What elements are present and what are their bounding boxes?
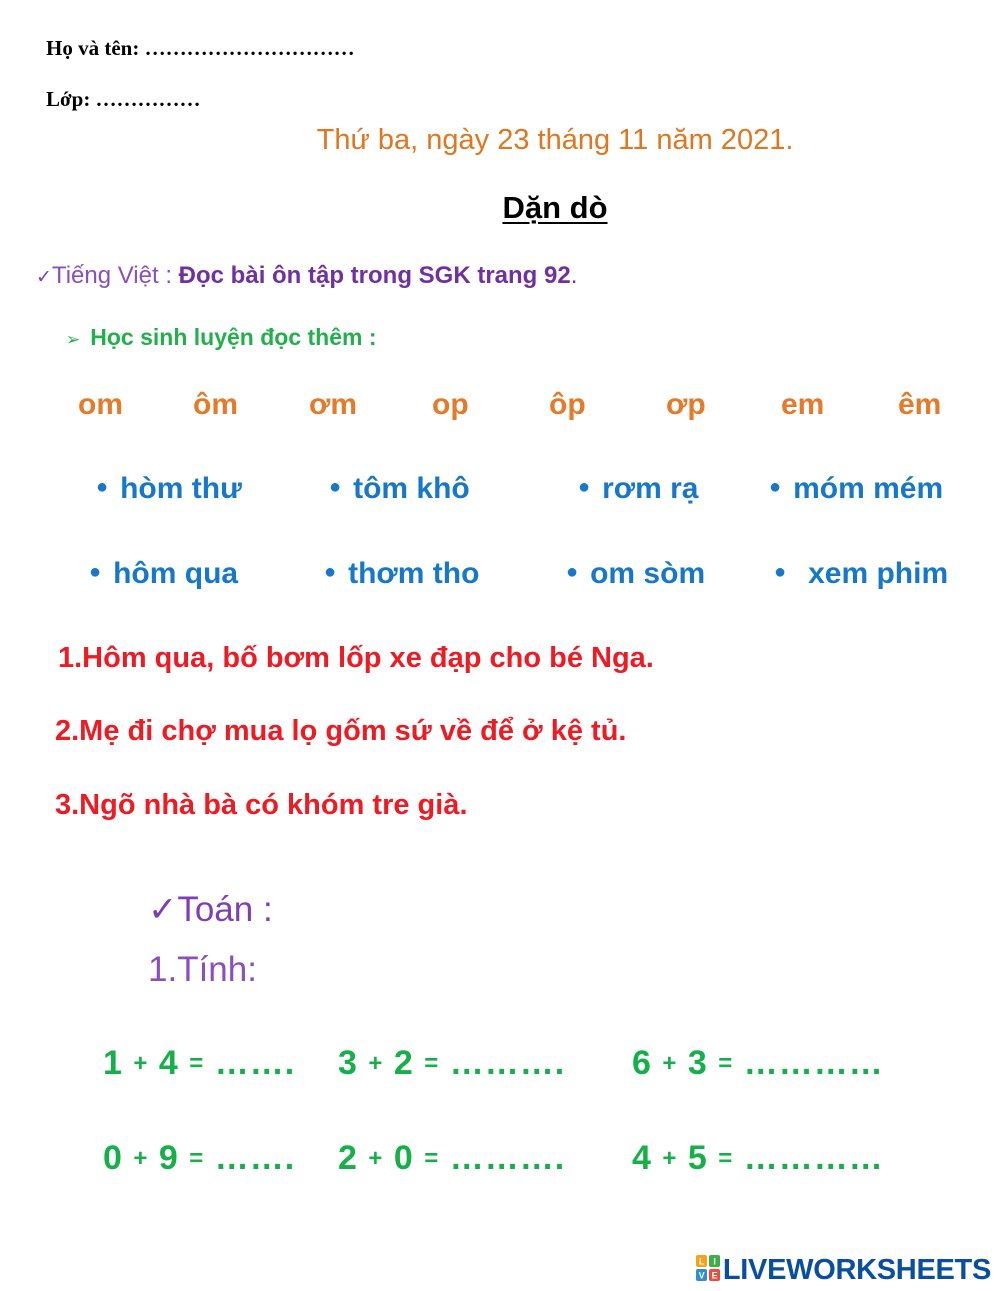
tieng-viet-label: Tiếng Việt : [51,262,179,289]
word-text: rơm rạ [602,472,699,505]
word-text: xem phim [808,557,949,590]
toan-heading: ✓Toán : [148,890,273,929]
operand-a: 4 [632,1139,652,1177]
word-item [324,557,479,591]
operand-b: 2 [393,1044,414,1082]
sentence-3: 3.Ngõ nhà bà có khóm tre già. [55,789,468,821]
bullet-icon: ● [329,475,342,498]
word-item [774,557,948,591]
math-problem [103,1044,295,1083]
bullet-icon: ● [324,560,337,583]
operand-b: 5 [687,1139,708,1177]
plus-sign: + [662,1050,678,1077]
math-problem [632,1044,884,1083]
extra-reading-heading [66,324,377,351]
plus-sign: + [368,1145,384,1172]
bullet-icon: ● [578,475,591,498]
answer-blank[interactable]: ………. [449,1044,566,1082]
answer-blank[interactable]: ………… [743,1139,884,1177]
equals-sign: = [718,1145,734,1172]
equals-sign: = [189,1050,205,1077]
word-item [329,472,470,506]
sentence-1: 1.Hôm qua, bố bơm lốp xe đạp cho bé Nga. [58,642,654,674]
word-item [578,472,698,506]
word-text: thơm tho [348,557,480,590]
rhyme-item: ơm [309,388,358,421]
rhyme-item: êm [898,388,942,421]
plus-sign: + [133,1050,149,1077]
bullet-icon: ● [89,560,102,583]
operand-a: 1 [103,1044,123,1082]
math-problem [338,1139,565,1178]
word-item [96,472,242,506]
rhyme-item: op [432,388,469,421]
operand-b: 9 [158,1139,179,1177]
page-title-text: Dặn dò [502,190,608,225]
bullet-icon: ● [774,560,787,583]
logo-text: LIVEWORKSHEETS [722,1254,991,1286]
word-text: móm mém [793,472,944,505]
rhyme-item: ôm [193,388,238,421]
rhyme-item: om [78,388,123,421]
bullet-icon: ● [96,475,109,498]
tieng-viet-task: Đọc bài ôn tập trong SGK trang 92 [178,262,571,289]
svg-text:V: V [698,1270,705,1281]
liveworksheets-logo[interactable] [696,1254,991,1287]
page-title [0,190,1000,226]
word-text: hòm thư [120,472,242,505]
equals-sign: = [189,1145,205,1172]
word-text: om sòm [590,557,706,590]
rhyme-item: ôp [549,388,586,421]
operand-a: 0 [103,1139,123,1177]
math-problem [632,1139,884,1178]
plus-sign: + [368,1050,384,1077]
name-field-label: Họ và tên: ………………………… [46,36,355,60]
word-item [566,557,705,591]
operand-b: 0 [393,1139,414,1177]
tieng-viet-line [36,262,577,290]
answer-blank[interactable]: ………… [743,1044,884,1082]
tieng-viet-period: . [570,262,578,289]
math-problem [338,1044,565,1083]
operand-b: 4 [158,1044,179,1082]
class-field-label: Lớp: …………… [46,87,201,111]
plus-sign: + [662,1145,678,1172]
word-item [89,557,238,591]
operand-a: 6 [632,1044,652,1082]
sentence-2: 2.Mẹ đi chợ mua lọ gốm sứ về để ở kệ tủ. [55,715,627,747]
word-text: hôm qua [113,557,239,590]
extra-reading-text: Học sinh luyện đọc thêm : [90,324,377,350]
date-line: Thứ ba, ngày 23 tháng 11 năm 2021. [316,124,794,156]
equals-sign: = [424,1145,440,1172]
answer-blank[interactable]: ……. [214,1044,296,1082]
exercise-label: 1.Tính: [148,950,257,989]
operand-a: 2 [338,1139,358,1177]
answer-blank[interactable]: ……. [214,1139,296,1177]
word-item [769,472,943,506]
bullet-icon: ● [566,560,579,583]
svg-text:E: E [711,1270,718,1281]
svg-text:I: I [713,1256,716,1267]
word-text: tôm khô [353,472,470,505]
operand-a: 3 [338,1044,358,1082]
bullet-icon: ● [769,475,782,498]
equals-sign: = [424,1050,440,1077]
arrow-bullet-icon: ➢ [66,330,81,349]
check-icon: ✓ [36,267,52,288]
equals-sign: = [718,1050,734,1077]
operand-b: 3 [687,1044,708,1082]
svg-text:L: L [698,1256,704,1267]
rhyme-item: ơp [666,388,706,421]
plus-sign: + [133,1145,149,1172]
liveworksheets-logo-icon [696,1255,720,1281]
rhyme-item: em [781,388,825,421]
math-problem [103,1139,295,1178]
answer-blank[interactable]: ………. [449,1139,566,1177]
